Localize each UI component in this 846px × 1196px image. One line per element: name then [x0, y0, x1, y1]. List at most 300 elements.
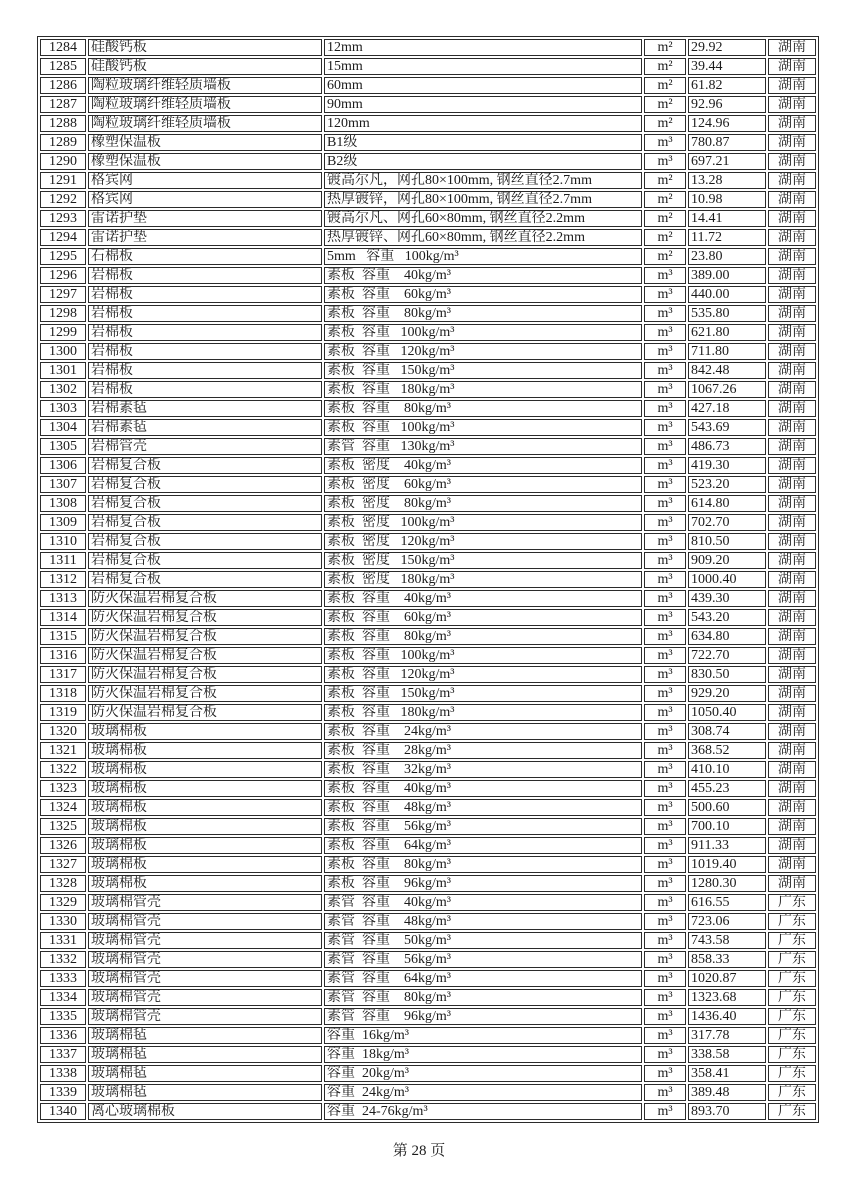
- region: 湖南: [768, 191, 816, 208]
- table-row: [40, 210, 816, 227]
- unit: m³: [644, 286, 686, 303]
- price: 911.33: [688, 837, 766, 854]
- region: 湖南: [768, 210, 816, 227]
- unit: m²: [644, 58, 686, 75]
- table-row: [40, 780, 816, 797]
- region: 广东: [768, 989, 816, 1006]
- specification: 素板 密度 180kg/m³: [324, 571, 642, 588]
- material-name: 橡塑保温板: [88, 153, 322, 170]
- material-name: 玻璃棉板: [88, 875, 322, 892]
- price: 308.74: [688, 723, 766, 740]
- price: 523.20: [688, 476, 766, 493]
- price: 634.80: [688, 628, 766, 645]
- specification: 素板 密度 40kg/m³: [324, 457, 642, 474]
- price: 842.48: [688, 362, 766, 379]
- row-number: 1297: [40, 286, 86, 303]
- unit: m³: [644, 381, 686, 398]
- specification: 素板 容重 180kg/m³: [324, 381, 642, 398]
- row-number: 1316: [40, 647, 86, 664]
- material-name: 岩棉复合板: [88, 457, 322, 474]
- row-number: 1319: [40, 704, 86, 721]
- row-number: 1301: [40, 362, 86, 379]
- row-number: 1312: [40, 571, 86, 588]
- price: 723.06: [688, 913, 766, 930]
- table-row: [40, 267, 816, 284]
- row-number: 1313: [40, 590, 86, 607]
- region: 湖南: [768, 609, 816, 626]
- row-number: 1299: [40, 324, 86, 341]
- price: 700.10: [688, 818, 766, 835]
- region: 湖南: [768, 267, 816, 284]
- row-number: 1340: [40, 1103, 86, 1120]
- unit: m³: [644, 818, 686, 835]
- region: 湖南: [768, 286, 816, 303]
- unit: m³: [644, 647, 686, 664]
- price: 455.23: [688, 780, 766, 797]
- specification: 素管 容重 64kg/m³: [324, 970, 642, 987]
- row-number: 1303: [40, 400, 86, 417]
- price: 358.41: [688, 1065, 766, 1082]
- row-number: 1325: [40, 818, 86, 835]
- page-footer: 第 28 页: [392, 1143, 446, 1159]
- table-row: [40, 818, 816, 835]
- row-number: 1338: [40, 1065, 86, 1082]
- price: 543.69: [688, 419, 766, 436]
- material-name: 岩棉板: [88, 324, 322, 341]
- region: 湖南: [768, 514, 816, 531]
- region: 湖南: [768, 742, 816, 759]
- specification: 素板 容重 60kg/m³: [324, 286, 642, 303]
- unit: m²: [644, 77, 686, 94]
- table-row: [40, 1008, 816, 1025]
- unit: m³: [644, 742, 686, 759]
- unit: m³: [644, 571, 686, 588]
- unit: m³: [644, 913, 686, 930]
- table-row: [40, 96, 816, 113]
- specification: 60mm: [324, 77, 642, 94]
- material-name: 岩棉板: [88, 267, 322, 284]
- material-name: 硅酸钙板: [88, 39, 322, 56]
- unit: m³: [644, 780, 686, 797]
- price: 543.20: [688, 609, 766, 626]
- specification: 素板 密度 150kg/m³: [324, 552, 642, 569]
- specification: 热厚镀锌、网孔60×80mm, 钢丝直径2.2mm: [324, 229, 642, 246]
- unit: m³: [644, 400, 686, 417]
- material-name: 玻璃棉毡: [88, 1065, 322, 1082]
- material-name: 玻璃棉管壳: [88, 1008, 322, 1025]
- specification: 素板 容重 56kg/m³: [324, 818, 642, 835]
- table-row: [40, 1046, 816, 1063]
- table-row: [40, 1027, 816, 1044]
- price: 810.50: [688, 533, 766, 550]
- price: 780.87: [688, 134, 766, 151]
- region: 湖南: [768, 666, 816, 683]
- price: 858.33: [688, 951, 766, 968]
- unit: m³: [644, 609, 686, 626]
- material-name: 硅酸钙板: [88, 58, 322, 75]
- specification: 素板 容重 40kg/m³: [324, 590, 642, 607]
- price: 486.73: [688, 438, 766, 455]
- row-number: 1305: [40, 438, 86, 455]
- material-name: 岩棉复合板: [88, 495, 322, 512]
- table-row: [40, 913, 816, 930]
- row-number: 1310: [40, 533, 86, 550]
- price: 1050.40: [688, 704, 766, 721]
- row-number: 1337: [40, 1046, 86, 1063]
- unit: m³: [644, 552, 686, 569]
- price: 535.80: [688, 305, 766, 322]
- specification: 素板 容重 48kg/m³: [324, 799, 642, 816]
- material-name: 玻璃棉管壳: [88, 894, 322, 911]
- specification: 12mm: [324, 39, 642, 56]
- material-name: 岩棉复合板: [88, 514, 322, 531]
- specification: 素板 容重 24kg/m³: [324, 723, 642, 740]
- unit: m³: [644, 685, 686, 702]
- material-name: 岩棉复合板: [88, 552, 322, 569]
- unit: m³: [644, 495, 686, 512]
- table-row: [40, 134, 816, 151]
- specification: 素板 容重 150kg/m³: [324, 362, 642, 379]
- row-number: 1339: [40, 1084, 86, 1101]
- table-row: [40, 951, 816, 968]
- table-row: [40, 191, 816, 208]
- specification: 素管 容重 40kg/m³: [324, 894, 642, 911]
- row-number: 1284: [40, 39, 86, 56]
- specification: B2级: [324, 153, 642, 170]
- price-table: [37, 36, 819, 1123]
- table-row: [40, 1065, 816, 1082]
- table-row: [40, 514, 816, 531]
- unit: m³: [644, 932, 686, 949]
- price: 722.70: [688, 647, 766, 664]
- unit: m³: [644, 875, 686, 892]
- region: 湖南: [768, 305, 816, 322]
- specification: 15mm: [324, 58, 642, 75]
- table-row: [40, 343, 816, 360]
- specification: B1级: [324, 134, 642, 151]
- row-number: 1302: [40, 381, 86, 398]
- specification: 素板 容重 80kg/m³: [324, 856, 642, 873]
- unit: m²: [644, 172, 686, 189]
- material-name: 岩棉板: [88, 381, 322, 398]
- table-row: [40, 609, 816, 626]
- row-number: 1322: [40, 761, 86, 778]
- row-number: 1336: [40, 1027, 86, 1044]
- specification: 素板 容重 100kg/m³: [324, 324, 642, 341]
- price: 702.70: [688, 514, 766, 531]
- unit: m²: [644, 39, 686, 56]
- material-name: 陶粒玻璃纤维轻质墙板: [88, 115, 322, 132]
- table-row: [40, 495, 816, 512]
- table-row: [40, 723, 816, 740]
- region: 广东: [768, 1065, 816, 1082]
- row-number: 1317: [40, 666, 86, 683]
- specification: 素板 容重 32kg/m³: [324, 761, 642, 778]
- price: 439.30: [688, 590, 766, 607]
- region: 湖南: [768, 172, 816, 189]
- region: 广东: [768, 1103, 816, 1120]
- material-name: 玻璃棉毡: [88, 1084, 322, 1101]
- row-number: 1327: [40, 856, 86, 873]
- table-row: [40, 77, 816, 94]
- unit: m³: [644, 1046, 686, 1063]
- price: 711.80: [688, 343, 766, 360]
- specification: 素管 容重 50kg/m³: [324, 932, 642, 949]
- price: 1000.40: [688, 571, 766, 588]
- material-name: 防火保温岩棉复合板: [88, 704, 322, 721]
- row-number: 1334: [40, 989, 86, 1006]
- row-number: 1323: [40, 780, 86, 797]
- specification: 容重 20kg/m³: [324, 1065, 642, 1082]
- region: 湖南: [768, 362, 816, 379]
- table-row: [40, 837, 816, 854]
- unit: m³: [644, 723, 686, 740]
- specification: 素管 容重 96kg/m³: [324, 1008, 642, 1025]
- row-number: 1333: [40, 970, 86, 987]
- price: 1019.40: [688, 856, 766, 873]
- table-row: [40, 704, 816, 721]
- specification: 热厚镀锌，网孔80×100mm, 钢丝直径2.7mm: [324, 191, 642, 208]
- region: 湖南: [768, 818, 816, 835]
- price: 419.30: [688, 457, 766, 474]
- unit: m³: [644, 704, 686, 721]
- table-row: [40, 362, 816, 379]
- table-row: [40, 172, 816, 189]
- region: 湖南: [768, 58, 816, 75]
- specification: 素板 容重 80kg/m³: [324, 400, 642, 417]
- region: 广东: [768, 1008, 816, 1025]
- unit: m²: [644, 191, 686, 208]
- region: 湖南: [768, 495, 816, 512]
- price: 11.72: [688, 229, 766, 246]
- price: 621.80: [688, 324, 766, 341]
- region: 广东: [768, 1084, 816, 1101]
- table-row: [40, 419, 816, 436]
- unit: m²: [644, 210, 686, 227]
- price: 23.80: [688, 248, 766, 265]
- specification: 素板 密度 120kg/m³: [324, 533, 642, 550]
- material-name: 陶粒玻璃纤维轻质墙板: [88, 96, 322, 113]
- price: 830.50: [688, 666, 766, 683]
- specification: 素管 容重 48kg/m³: [324, 913, 642, 930]
- unit: m³: [644, 533, 686, 550]
- row-number: 1329: [40, 894, 86, 911]
- price: 410.10: [688, 761, 766, 778]
- specification: 容重 24-76kg/m³: [324, 1103, 642, 1120]
- specification: 素板 容重 60kg/m³: [324, 609, 642, 626]
- region: 湖南: [768, 837, 816, 854]
- row-number: 1311: [40, 552, 86, 569]
- row-number: 1295: [40, 248, 86, 265]
- table-row: [40, 856, 816, 873]
- table-row: [40, 248, 816, 265]
- table-row: [40, 229, 816, 246]
- price: 39.44: [688, 58, 766, 75]
- unit: m³: [644, 1027, 686, 1044]
- row-number: 1309: [40, 514, 86, 531]
- material-name: 玻璃棉板: [88, 856, 322, 873]
- specification: 容重 16kg/m³: [324, 1027, 642, 1044]
- specification: 素管 容重 130kg/m³: [324, 438, 642, 455]
- material-name: 雷诺护垫: [88, 229, 322, 246]
- material-name: 玻璃棉管壳: [88, 989, 322, 1006]
- specification: 素板 容重 80kg/m³: [324, 628, 642, 645]
- material-name: 岩棉板: [88, 343, 322, 360]
- material-name: 防火保温岩棉复合板: [88, 628, 322, 645]
- region: 广东: [768, 970, 816, 987]
- specification: 素板 容重 100kg/m³: [324, 647, 642, 664]
- material-name: 岩棉素毡: [88, 400, 322, 417]
- table-row: [40, 1103, 816, 1120]
- row-number: 1308: [40, 495, 86, 512]
- region: 湖南: [768, 39, 816, 56]
- table-row: [40, 666, 816, 683]
- region: 湖南: [768, 324, 816, 341]
- specification: 素板 容重 100kg/m³: [324, 419, 642, 436]
- table-row: [40, 970, 816, 987]
- table-row: [40, 381, 816, 398]
- unit: m³: [644, 438, 686, 455]
- specification: 素板 容重 64kg/m³: [324, 837, 642, 854]
- price: 124.96: [688, 115, 766, 132]
- table-row: [40, 571, 816, 588]
- table-row: [40, 590, 816, 607]
- unit: m²: [644, 96, 686, 113]
- table-row: [40, 742, 816, 759]
- price: 909.20: [688, 552, 766, 569]
- specification: 素板 容重 120kg/m³: [324, 666, 642, 683]
- price: 368.52: [688, 742, 766, 759]
- specification: 素板 容重 40kg/m³: [324, 780, 642, 797]
- material-name: 岩棉复合板: [88, 571, 322, 588]
- specification: 容重 24kg/m³: [324, 1084, 642, 1101]
- region: 湖南: [768, 723, 816, 740]
- table-row: [40, 305, 816, 322]
- price: 440.00: [688, 286, 766, 303]
- table-row: [40, 400, 816, 417]
- region: 湖南: [768, 628, 816, 645]
- price: 1323.68: [688, 989, 766, 1006]
- material-name: 橡塑保温板: [88, 134, 322, 151]
- material-name: 防火保温岩棉复合板: [88, 685, 322, 702]
- unit: m³: [644, 267, 686, 284]
- row-number: 1300: [40, 343, 86, 360]
- unit: m³: [644, 666, 686, 683]
- table-row: [40, 628, 816, 645]
- unit: m³: [644, 153, 686, 170]
- material-name: 玻璃棉管壳: [88, 913, 322, 930]
- unit: m³: [644, 457, 686, 474]
- row-number: 1318: [40, 685, 86, 702]
- row-number: 1328: [40, 875, 86, 892]
- region: 广东: [768, 951, 816, 968]
- region: 广东: [768, 1046, 816, 1063]
- region: 湖南: [768, 77, 816, 94]
- specification: 素板 容重 150kg/m³: [324, 685, 642, 702]
- price: 14.41: [688, 210, 766, 227]
- unit: m³: [644, 1103, 686, 1120]
- price: 10.98: [688, 191, 766, 208]
- price: 743.58: [688, 932, 766, 949]
- region: 湖南: [768, 419, 816, 436]
- specification: 素板 容重 40kg/m³: [324, 267, 642, 284]
- specification: 素管 容重 56kg/m³: [324, 951, 642, 968]
- row-number: 1321: [40, 742, 86, 759]
- row-number: 1298: [40, 305, 86, 322]
- material-name: 岩棉复合板: [88, 476, 322, 493]
- unit: m³: [644, 419, 686, 436]
- price: 614.80: [688, 495, 766, 512]
- price: 1280.30: [688, 875, 766, 892]
- unit: m³: [644, 989, 686, 1006]
- unit: m³: [644, 476, 686, 493]
- specification: 120mm: [324, 115, 642, 132]
- table-row: [40, 647, 816, 664]
- price: 389.48: [688, 1084, 766, 1101]
- material-name: 玻璃棉毡: [88, 1027, 322, 1044]
- region: 湖南: [768, 590, 816, 607]
- price: 697.21: [688, 153, 766, 170]
- row-number: 1304: [40, 419, 86, 436]
- unit: m³: [644, 343, 686, 360]
- row-number: 1332: [40, 951, 86, 968]
- row-number: 1315: [40, 628, 86, 645]
- table-row: [40, 324, 816, 341]
- row-number: 1331: [40, 932, 86, 949]
- table-row: [40, 894, 816, 911]
- material-name: 防火保温岩棉复合板: [88, 609, 322, 626]
- material-name: 玻璃棉板: [88, 837, 322, 854]
- region: 湖南: [768, 552, 816, 569]
- unit: m³: [644, 1065, 686, 1082]
- specification: 5mm 容重 100kg/m³: [324, 248, 642, 265]
- price: 13.28: [688, 172, 766, 189]
- specification: 素板 密度 80kg/m³: [324, 495, 642, 512]
- material-name: 岩棉素毡: [88, 419, 322, 436]
- row-number: 1289: [40, 134, 86, 151]
- material-name: 岩棉管壳: [88, 438, 322, 455]
- material-name: 岩棉板: [88, 362, 322, 379]
- row-number: 1326: [40, 837, 86, 854]
- price: 929.20: [688, 685, 766, 702]
- price: 61.82: [688, 77, 766, 94]
- price: 389.00: [688, 267, 766, 284]
- material-name: 格宾网: [88, 172, 322, 189]
- region: 湖南: [768, 799, 816, 816]
- region: 湖南: [768, 647, 816, 664]
- region: 湖南: [768, 400, 816, 417]
- table-row: [40, 438, 816, 455]
- row-number: 1296: [40, 267, 86, 284]
- region: 湖南: [768, 533, 816, 550]
- region: 湖南: [768, 229, 816, 246]
- region: 湖南: [768, 571, 816, 588]
- row-number: 1288: [40, 115, 86, 132]
- price: 338.58: [688, 1046, 766, 1063]
- material-name: 离心玻璃棉板: [88, 1103, 322, 1120]
- price: 1436.40: [688, 1008, 766, 1025]
- unit: m³: [644, 1008, 686, 1025]
- row-number: 1291: [40, 172, 86, 189]
- material-name: 岩棉板: [88, 305, 322, 322]
- specification: 素板 容重 120kg/m³: [324, 343, 642, 360]
- unit: m³: [644, 305, 686, 322]
- price: 616.55: [688, 894, 766, 911]
- material-name: 岩棉板: [88, 286, 322, 303]
- material-name: 岩棉复合板: [88, 533, 322, 550]
- unit: m²: [644, 248, 686, 265]
- region: 湖南: [768, 96, 816, 113]
